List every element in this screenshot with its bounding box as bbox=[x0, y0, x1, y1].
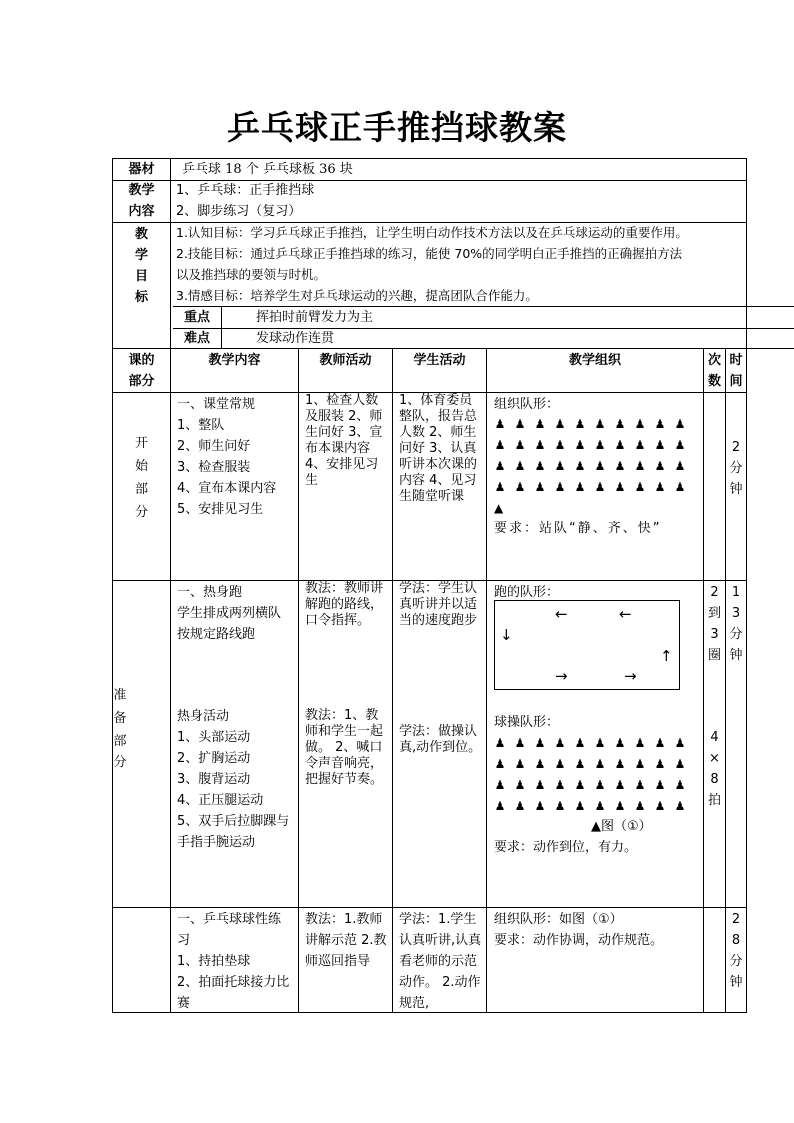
run-times-3: 3 bbox=[710, 627, 719, 642]
warm-times-4: 拍 bbox=[707, 793, 721, 808]
student-icon: ♟ bbox=[514, 459, 526, 473]
student-icon: ♟ bbox=[634, 799, 646, 813]
start-org-title: 组织队形： bbox=[494, 397, 560, 412]
student-icon: ♟ bbox=[634, 778, 646, 792]
basic-time-1: 2 bbox=[731, 912, 741, 927]
exercise-formation-title: 球操队形： bbox=[494, 715, 560, 730]
goal-cognitive: 1.认知目标：学习乒乓球正手推挡，让学生明白动作技术方法以及在乒乓球运动的重要作用。 bbox=[176, 225, 688, 240]
student-icon: ♟ bbox=[514, 438, 526, 452]
start-time-3: 钟 bbox=[729, 482, 743, 497]
student-icon: ♟ bbox=[534, 459, 546, 473]
student-icon: ♟ bbox=[534, 757, 546, 771]
left-arrow-icon: ← bbox=[555, 605, 568, 623]
goals-label-3: 目 bbox=[134, 269, 148, 284]
basic-student-activity: 学法：1.学生认真听讲,认真看老师的示范动作。 2.动作规范, bbox=[399, 912, 482, 1011]
student-icon: ♟ bbox=[574, 438, 586, 452]
student-icon: ♟ bbox=[614, 736, 626, 750]
student-icon: ♟ bbox=[554, 736, 566, 750]
student-icon: ♟ bbox=[554, 778, 566, 792]
header-content: 教学内容 bbox=[208, 353, 261, 368]
student-icon: ♟ bbox=[674, 417, 686, 431]
student-icon: ♟ bbox=[514, 736, 526, 750]
student-icon: ♟ bbox=[614, 417, 626, 431]
start-content-2: 2、师生问好 bbox=[177, 439, 251, 454]
student-icon: ♟ bbox=[634, 438, 646, 452]
start-content-1: 1、整队 bbox=[177, 418, 225, 433]
student-icon: ♟ bbox=[574, 799, 586, 813]
warm-content-4: 4、正压腿运动 bbox=[177, 793, 264, 808]
student-icon: ♟ bbox=[494, 736, 506, 750]
student-icon: ♟ bbox=[494, 778, 506, 792]
student-icon: ♟ bbox=[494, 799, 506, 813]
run-student-activity: 学法：学生认真听讲并以适当的速度跑步 bbox=[399, 581, 478, 628]
prep-time-1: 1 bbox=[731, 585, 741, 600]
student-icon: ♟ bbox=[554, 480, 566, 494]
student-icon: ♟ bbox=[614, 438, 626, 452]
start-part-1: 开 bbox=[134, 436, 148, 451]
student-icon: ♟ bbox=[534, 736, 546, 750]
student-icon: ♟ bbox=[634, 757, 646, 771]
student-icon: ♟ bbox=[594, 757, 606, 771]
start-teacher-mark: ▲ bbox=[494, 501, 504, 515]
start-time-1: 2 bbox=[731, 440, 741, 455]
start-formation-grid bbox=[490, 414, 690, 498]
basic-content-3: 2、拍面托球接力比 bbox=[177, 975, 290, 990]
start-part-2: 始 bbox=[134, 459, 148, 474]
student-icon: ♟ bbox=[574, 778, 586, 792]
basic-time-3: 分 bbox=[729, 954, 743, 969]
student-icon: ♟ bbox=[654, 480, 666, 494]
run-content-1: 学生排成两列横队 bbox=[177, 606, 282, 621]
student-icon: ♟ bbox=[614, 757, 626, 771]
student-icon: ♟ bbox=[654, 438, 666, 452]
student-icon: ♟ bbox=[494, 480, 506, 494]
student-icon: ♟ bbox=[534, 417, 546, 431]
student-icon: ♟ bbox=[594, 417, 606, 431]
student-icon: ♟ bbox=[594, 799, 606, 813]
down-arrow-icon: ↓ bbox=[500, 626, 513, 644]
difficulty-label: 难点 bbox=[183, 331, 210, 346]
student-icon: ♟ bbox=[614, 799, 626, 813]
student-icon: ♟ bbox=[594, 778, 606, 792]
prep-time-2: 3 bbox=[731, 606, 741, 621]
student-icon: ♟ bbox=[534, 480, 546, 494]
student-icon: ♟ bbox=[514, 757, 526, 771]
warm-times-2: × bbox=[709, 751, 720, 766]
header-times-2: 数 bbox=[707, 374, 721, 389]
prep-time-4: 钟 bbox=[729, 648, 743, 663]
student-icon: ♟ bbox=[614, 778, 626, 792]
start-part-3: 部 bbox=[134, 482, 148, 497]
key-point-value: 挥拍时前臂发力为主 bbox=[256, 310, 374, 325]
student-icon: ♟ bbox=[494, 438, 506, 452]
basic-content-1: 习 bbox=[177, 933, 191, 948]
warm-teacher-activity: 教法：1、教师和学生一起做。 2、喊口令声音响亮，把握好节奏。 bbox=[305, 708, 384, 787]
run-content-0: 一、热身跑 bbox=[177, 585, 243, 600]
student-icon: ♟ bbox=[494, 417, 506, 431]
student-icon: ♟ bbox=[554, 757, 566, 771]
student-icon: ♟ bbox=[574, 480, 586, 494]
prep-part-1: 准 bbox=[113, 688, 127, 703]
student-icon: ♟ bbox=[674, 480, 686, 494]
student-icon: ♟ bbox=[654, 799, 666, 813]
basic-content-0: 一、乒乓球球性练 bbox=[177, 912, 282, 927]
student-icon: ♟ bbox=[574, 459, 586, 473]
student-icon: ♟ bbox=[514, 480, 526, 494]
run-formation-title: 跑的队形： bbox=[494, 585, 560, 600]
content-line-1: 1、乒乓球：正手推挡球 bbox=[176, 183, 315, 198]
student-icon: ♟ bbox=[554, 799, 566, 813]
header-times-1: 次 bbox=[707, 353, 721, 368]
student-icon: ♟ bbox=[494, 459, 506, 473]
basic-content-2: 1、持拍垫球 bbox=[177, 954, 251, 969]
student-icon: ♟ bbox=[654, 757, 666, 771]
warm-content-0: 热身活动 bbox=[177, 709, 230, 724]
prep-part-3: 部 bbox=[113, 734, 127, 749]
header-time-1: 时 bbox=[729, 353, 743, 368]
run-teacher-activity: 教法：教师讲解跑的路线，口令指挥。 bbox=[305, 581, 384, 628]
student-icon: ♟ bbox=[614, 480, 626, 494]
content-label-1: 教学 bbox=[128, 183, 155, 198]
exercise-formation-grid bbox=[490, 733, 690, 817]
student-icon: ♟ bbox=[634, 459, 646, 473]
run-content-2: 按规定路线跑 bbox=[177, 627, 256, 642]
warm-requirement: 要求：动作到位，有力。 bbox=[494, 840, 638, 855]
figure-label: ▲图（①） bbox=[591, 819, 652, 834]
warm-content-6: 手指手腕运动 bbox=[177, 835, 256, 850]
student-icon: ♟ bbox=[654, 459, 666, 473]
student-icon: ♟ bbox=[654, 778, 666, 792]
student-icon: ♟ bbox=[594, 459, 606, 473]
student-icon: ♟ bbox=[674, 799, 686, 813]
run-times-2: 到 bbox=[707, 606, 721, 621]
run-times-4: 圈 bbox=[707, 648, 721, 663]
start-time-2: 分 bbox=[729, 461, 743, 476]
start-content-4: 4、宣布本课内容 bbox=[177, 481, 277, 496]
student-icon: ♟ bbox=[614, 459, 626, 473]
student-icon: ♟ bbox=[514, 417, 526, 431]
header-organization: 教学组织 bbox=[568, 353, 621, 368]
basic-requirement: 要求：动作协调，动作规范。 bbox=[494, 933, 664, 948]
goal-skill: 2.技能目标：通过乒乓球正手推挡球的练习，能使 70%的同学明白正手推挡的正确握拍方法 bbox=[176, 246, 683, 261]
student-icon: ♟ bbox=[554, 417, 566, 431]
student-icon: ♟ bbox=[534, 438, 546, 452]
start-part-4: 分 bbox=[134, 505, 148, 520]
student-icon: ♟ bbox=[674, 459, 686, 473]
content-line-2: 2、脚步练习（复习） bbox=[176, 204, 302, 219]
warm-times-3: 8 bbox=[710, 772, 719, 787]
student-icon: ♟ bbox=[674, 736, 686, 750]
student-icon: ♟ bbox=[574, 417, 586, 431]
warm-student-activity: 学法：做操认真,动作到位。 bbox=[399, 724, 482, 755]
start-requirement: 要求：站队“静、齐、快” bbox=[494, 521, 662, 536]
prep-part-2: 备 bbox=[113, 711, 127, 726]
student-icon: ♟ bbox=[574, 736, 586, 750]
basic-time-2: 8 bbox=[731, 933, 741, 948]
student-icon: ♟ bbox=[594, 480, 606, 494]
student-icon: ♟ bbox=[634, 480, 646, 494]
student-icon: ♟ bbox=[654, 736, 666, 750]
warm-content-2: 2、扩胸运动 bbox=[177, 751, 251, 766]
warm-times-1: 4 bbox=[710, 730, 719, 745]
content-label-2: 内容 bbox=[128, 204, 155, 219]
header-teacher: 教师活动 bbox=[319, 353, 372, 368]
run-route-diagram bbox=[494, 600, 680, 690]
student-icon: ♟ bbox=[654, 417, 666, 431]
difficulty-value: 发球动作连贯 bbox=[256, 331, 335, 346]
header-student: 学生活动 bbox=[413, 353, 466, 368]
student-icon: ♟ bbox=[674, 757, 686, 771]
basic-teacher-activity: 教法：1.教师讲解示范 2.教师巡回指导 bbox=[305, 912, 387, 969]
materials-value: 乒乓球 18 个 乒乓球板 36 块 bbox=[182, 162, 353, 177]
prep-part-4: 分 bbox=[113, 755, 127, 770]
run-times-1: 2 bbox=[710, 585, 719, 600]
student-icon: ♟ bbox=[534, 778, 546, 792]
warm-content-3: 3、腹背运动 bbox=[177, 772, 251, 787]
student-icon: ♟ bbox=[534, 799, 546, 813]
start-content-3: 3、检查服装 bbox=[177, 460, 251, 475]
goal-skill-cont: 以及推挡球的要领与时机。 bbox=[176, 267, 327, 282]
basic-time-4: 钟 bbox=[729, 975, 743, 990]
basic-org-title: 组织队形：如图（①） bbox=[494, 912, 623, 927]
student-icon: ♟ bbox=[574, 757, 586, 771]
warm-content-5: 5、双手后拉脚踝与 bbox=[177, 814, 290, 829]
page-title: 乒乓球正手推挡球教案 bbox=[227, 108, 567, 147]
student-icon: ♟ bbox=[674, 438, 686, 452]
right-arrow-icon: → bbox=[624, 667, 637, 685]
header-part-1: 课的 bbox=[128, 353, 155, 368]
header-time-2: 间 bbox=[729, 374, 743, 389]
materials-label: 器材 bbox=[128, 162, 155, 177]
student-icon: ♟ bbox=[634, 736, 646, 750]
header-part-2: 部分 bbox=[128, 374, 155, 389]
student-icon: ♟ bbox=[674, 778, 686, 792]
prep-time-3: 分 bbox=[729, 627, 743, 642]
student-icon: ♟ bbox=[554, 459, 566, 473]
basic-content-4: 赛 bbox=[177, 996, 191, 1011]
student-icon: ♟ bbox=[594, 736, 606, 750]
start-teacher-activity: 1、检查人数及服装 2、师生问好 3、宣布本课内容 4、安排见习生 bbox=[305, 393, 383, 488]
start-student-activity: 1、体育委员整队，报告总人数 2、师生问好 3、认真听讲本次课的内容 4、见习生随堂听课 bbox=[399, 393, 478, 504]
goal-emotional: 3.情感目标：培养学生对乒乓球运动的兴趣，提高团队合作能力。 bbox=[176, 288, 538, 303]
start-content-5: 5、安排见习生 bbox=[177, 502, 264, 517]
student-icon: ♟ bbox=[514, 778, 526, 792]
warm-content-1: 1、头部运动 bbox=[177, 730, 251, 745]
student-icon: ♟ bbox=[514, 799, 526, 813]
goals-label-2: 学 bbox=[134, 248, 148, 263]
goals-label-4: 标 bbox=[134, 290, 148, 305]
up-arrow-icon: ↑ bbox=[660, 647, 673, 665]
student-icon: ♟ bbox=[554, 438, 566, 452]
start-content-0: 一、课堂常规 bbox=[177, 397, 256, 412]
right-arrow-icon: → bbox=[555, 667, 568, 685]
left-arrow-icon: ← bbox=[619, 605, 632, 623]
goals-label-1: 教 bbox=[134, 227, 148, 242]
student-icon: ♟ bbox=[634, 417, 646, 431]
student-icon: ♟ bbox=[494, 757, 506, 771]
key-point-label: 重点 bbox=[183, 310, 210, 325]
student-icon: ♟ bbox=[594, 438, 606, 452]
